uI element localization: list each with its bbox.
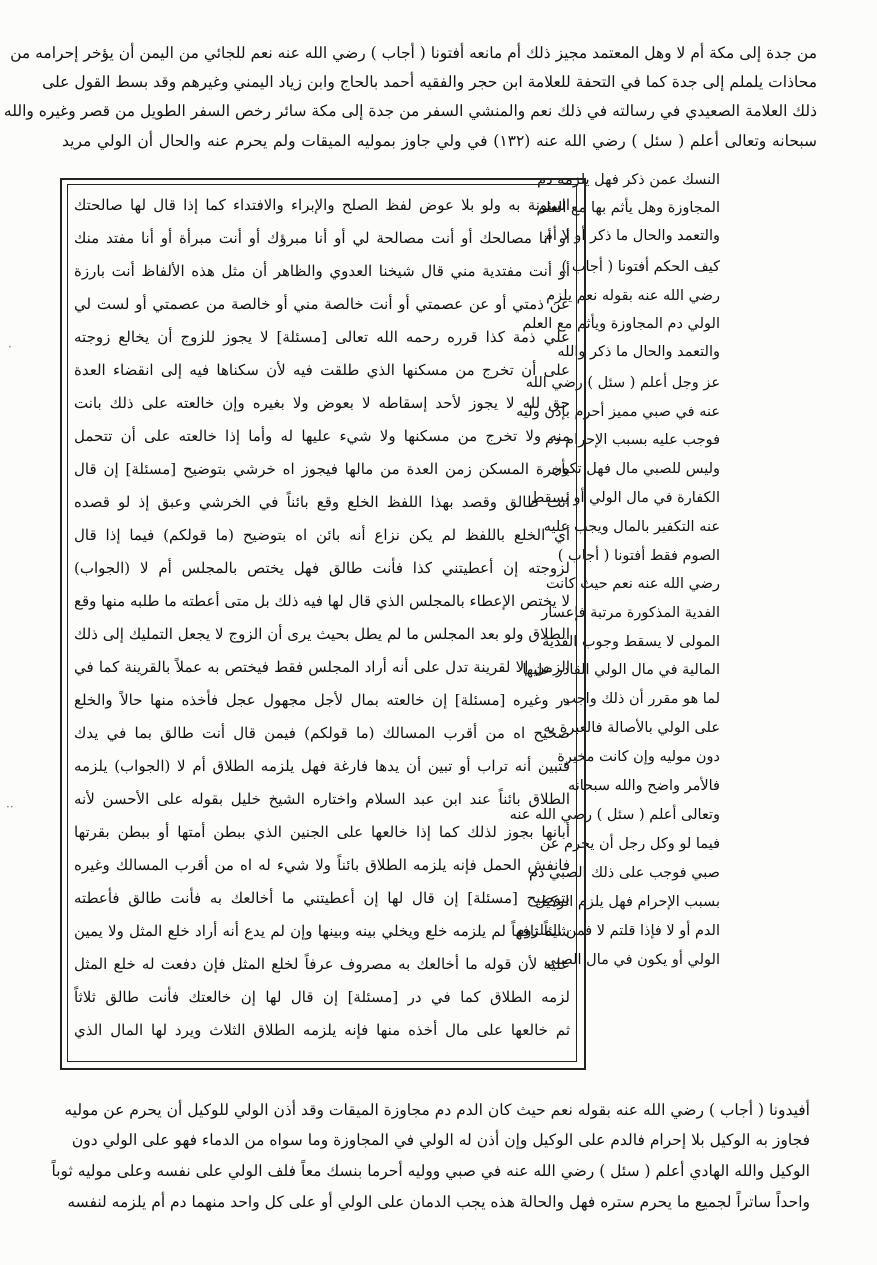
- box-line: عليه لأن قوله ما أخالعك به مصروف عرفاً لخلع المثل فإن دفعت له خلع المثل: [74, 955, 570, 973]
- text-line: الوكيل والله الهادي أعلم ( سئل ) رضي الله عنه في صبي ووليه أحرما بنسك معاً فلف الولي على نفسه وعلى موليه ثوباً: [51, 1162, 810, 1180]
- box-line: لزوجته إن أعطيتني كذا فأنت طالق فهل يختص بالمجلس أم لا (الجواب): [74, 559, 570, 577]
- margin-line: رضي الله عنه بقوله نعم يلزم: [546, 288, 720, 304]
- box-line: الزمن إلا لقرينة تدل على أنه أراد المجلس فقط فيختص به عملاً بالقرينة كما في: [74, 658, 570, 676]
- margin-line: والتعمد والحال ما ذكر أو لا أم: [543, 228, 720, 244]
- margin-line: الصوم فقط أفتونا ( أجاب ): [557, 548, 720, 564]
- box-line: أو أنت مفتدية مني قال شيخنا العدوي والظاهر أن مثل هذه الألفاظ أنت بارزة: [74, 262, 570, 280]
- box-line: عن ذمتي أو عن عصمتي أو أنت خالصة مني أو خالصة من عصمتي أو لست لي: [74, 295, 570, 313]
- box-line: لزمه الطلاق كما في در [مسئلة] إن قال لها إن خالعتك فأنت طالق ثلاثاً: [74, 988, 570, 1006]
- margin-line: عنه التكفير بالمال ويجب عليه: [543, 519, 720, 535]
- box-line: لا يختص الإعطاء بالمجلس الذي قال لها فيه ذلك بل متى أعطته ما طلبه منها وقع: [74, 592, 570, 610]
- margin-line: عز وجل أعلم ( سئل ) رضي الله: [525, 375, 720, 391]
- margin-line: الدم أو لا فإذا قلتم لا فمن الملزوم: [515, 923, 720, 939]
- margin-line: صبي فوجب على ذلك الصبي دم: [529, 865, 720, 881]
- margin-line: فيما لو وكل رجل أن يحرم عن: [539, 836, 720, 852]
- text-line: فجاوز به الوكيل بلا إحرام فالدم على الوكيل وإن أذن له الولي في المجاوزة وما سواه من الدماء فهو على الولي دون: [71, 1131, 810, 1149]
- box-line: الطلاق بائناً عند ابن عبد السلام واختاره الشيخ خليل بقوله على الأحسن لأنه: [74, 790, 570, 808]
- box-line: بتوضيح [مسئلة] إن قال لها إن أعطيتني ما أخالعك به فأنت طالق فأعطته: [74, 889, 570, 907]
- margin-line: فالأمر واضح والله سبحانه: [567, 778, 720, 794]
- margin-line: على الولي بالأصالة فالعبرة به: [543, 720, 720, 736]
- box-line: أبانها بجوز لذلك كما إذا خالعها على الجنين الذي ببطن أمتها أو ببطن بقرتها: [74, 823, 570, 841]
- margin-line: لما هو مقرر أن ذلك واجب: [562, 691, 720, 707]
- margin-line: بسبب الإحرام فهل يلزم الوكيل: [535, 894, 720, 910]
- margin-line: الفدية المذكورة مرتبة فإعسار: [541, 605, 720, 621]
- box-line: ثم خالعها على مال أخذه منها فإنه يلزمه الطلاق الثلاث ويرد لها المال الذي: [74, 1021, 570, 1039]
- margin-line: الولي دم المجاوزة ويأثم مع العلم: [522, 316, 720, 332]
- margin-line: وليس للصبي مال فهل تكون: [551, 461, 720, 477]
- margin-line: الولي أو يكون في مال الصبي: [544, 952, 720, 968]
- box-line: أنت طالق وقصد بهذا اللفظ الخلع وقع بائناً في الخرشي وعبق إذ لو قصده: [74, 493, 570, 511]
- margin-line: والتعمد والحال ما ذكر والله: [557, 344, 720, 360]
- box-line: أو أنا مصالحك أو أنت مصالحة لي أو أنا مبرؤك أو أنت مبرأة أو أنا مفتد منك: [74, 229, 570, 247]
- margin-line: فوجب عليه بسبب الإحرام دم: [545, 432, 720, 448]
- text-line: من جدة إلى مكة أم لا وهل المعتمد مجيز ذلك أم مانعه أفتونا ( أجاب ) رضي الله عنه نعم للجائي من اليمن أن يؤخر إحرامه من: [10, 44, 817, 62]
- box-line: البينونة به ولو بلا عوض لفظ الصلح والإبراء والافتداء كما إذا قال لها صالحتك: [74, 196, 570, 214]
- margin-line: دون موليه وإن كانت مخيرة: [557, 749, 720, 765]
- box-line: علي ذمة كذا قرره رحمه الله تعالى [مسئلة] لا يجوز للزوج أن يخالع زوجته: [74, 328, 570, 346]
- margin-line: المجاوزة وهل يأثم بها مع العلم: [536, 200, 720, 216]
- box-line: فتبين أنه تراب أو تبين أن يدها فارغة فهل يلزمه الطلاق أم لا (الجواب) يلزمه: [74, 757, 570, 775]
- box-line: منه ولا تخرج من مسكنها ولا شيء عليها له وأما إذا خالعته على أن تتحمل: [74, 427, 570, 445]
- scan-speck: ·: [8, 340, 12, 354]
- margin-line: عنه في صبي مميز أحرم بإذن وليه: [516, 404, 720, 420]
- text-line: واحداً ساتراً لجميع ما يحرم ستره فهل والحالة هذه يجب الدمان على الولي أو على كل واحد منهما دم أم يلزمه لنفسه: [67, 1193, 810, 1211]
- text-line: محاذات يلملم إلى جدة كما في التحفة للعلامة ابن حجر والفقيه أحمد بالحاج وابن زياد اليمني وغيرهم وقد بسط القول على: [42, 73, 817, 91]
- box-line: فانفش الحمل فإنه يلزمه الطلاق بائناً ولا شيء له اه من أقرب المسالك وغيره: [74, 856, 570, 874]
- box-line: حق لله لا يجوز لأحد إسقاطه لا بعوض ولا بغيره وإن خالعته على ذلك بانت: [74, 394, 570, 412]
- box-line: على أن تخرج من مسكنها الذي طلقت فيه لأن سكناها فيه إلى انقضاء العدة: [74, 361, 570, 379]
- margin-line: وتعالى أعلم ( سئل ) رضي الله عنه: [509, 807, 720, 823]
- margin-line: الكفارة في مال الولي أو يسقط: [530, 490, 720, 506]
- margin-line: المالية في مال الولي القادر عليها: [522, 662, 720, 678]
- box-line: الطلاق ولو بعد المجلس ما لم يطل بحيث يرى أن الزوج لا يجعل التمليك إلى ذلك: [74, 625, 570, 643]
- box-line: بأجرة المسكن زمن العدة من مالها فيجوز اه خرشي بتوضيح [مسئلة] إن قال: [74, 460, 570, 478]
- margin-line: النسك عمن ذكر فهل يلزمه دم: [537, 172, 720, 188]
- box-line: شيئاً تافهاً لم يلزمه خلع ويخلي بينه وبينها وإن لم يدع أنه أراد خلع المثل ولا يمين: [74, 922, 570, 940]
- text-line: ذلك العلامة الصعيدي في رسالته في ذلك نعم والمنشي السفر من جدة إلى مكة سائر رخص السفر الطويل من قصر وغيره والله: [3, 102, 817, 120]
- box-line: أي الخلع باللفظ لم يكن نزاع أنه بائن اه بتوضيح (ما قولكم) فيما إذا قال: [74, 526, 570, 544]
- scan-speck: ··: [6, 800, 14, 814]
- box-line: در وغيره [مسئلة] إن خالعته بمال لأجل مجهول عجل فأخذه منها حالاً والخلع: [74, 691, 570, 709]
- text-line: سبحانه وتعالى أعلم ( سئل ) رضي الله عنه (١٣٢) في ولي جاوز بموليه الميقات ولم يحرم عنه والحال أن الولي مريد: [62, 132, 817, 150]
- text-line: أفيدونا ( أجاب ) رضي الله عنه بقوله نعم حيث كان الدم دم مجاوزة الميقات وقد أذن الولي للوكيل أن يحرم عن موليه: [64, 1101, 810, 1119]
- margin-line: كيف الحكم أفتونا ( أجاب ): [561, 259, 720, 275]
- box-line: صحيح اه من أقرب المسالك (ما قولكم) فيمن قال أنت طالق بما في يدك: [74, 724, 570, 742]
- margin-line: رضي الله عنه نعم حيث كانت: [545, 576, 720, 592]
- margin-line: المولى لا يسقط وجوب الفدية: [542, 634, 720, 650]
